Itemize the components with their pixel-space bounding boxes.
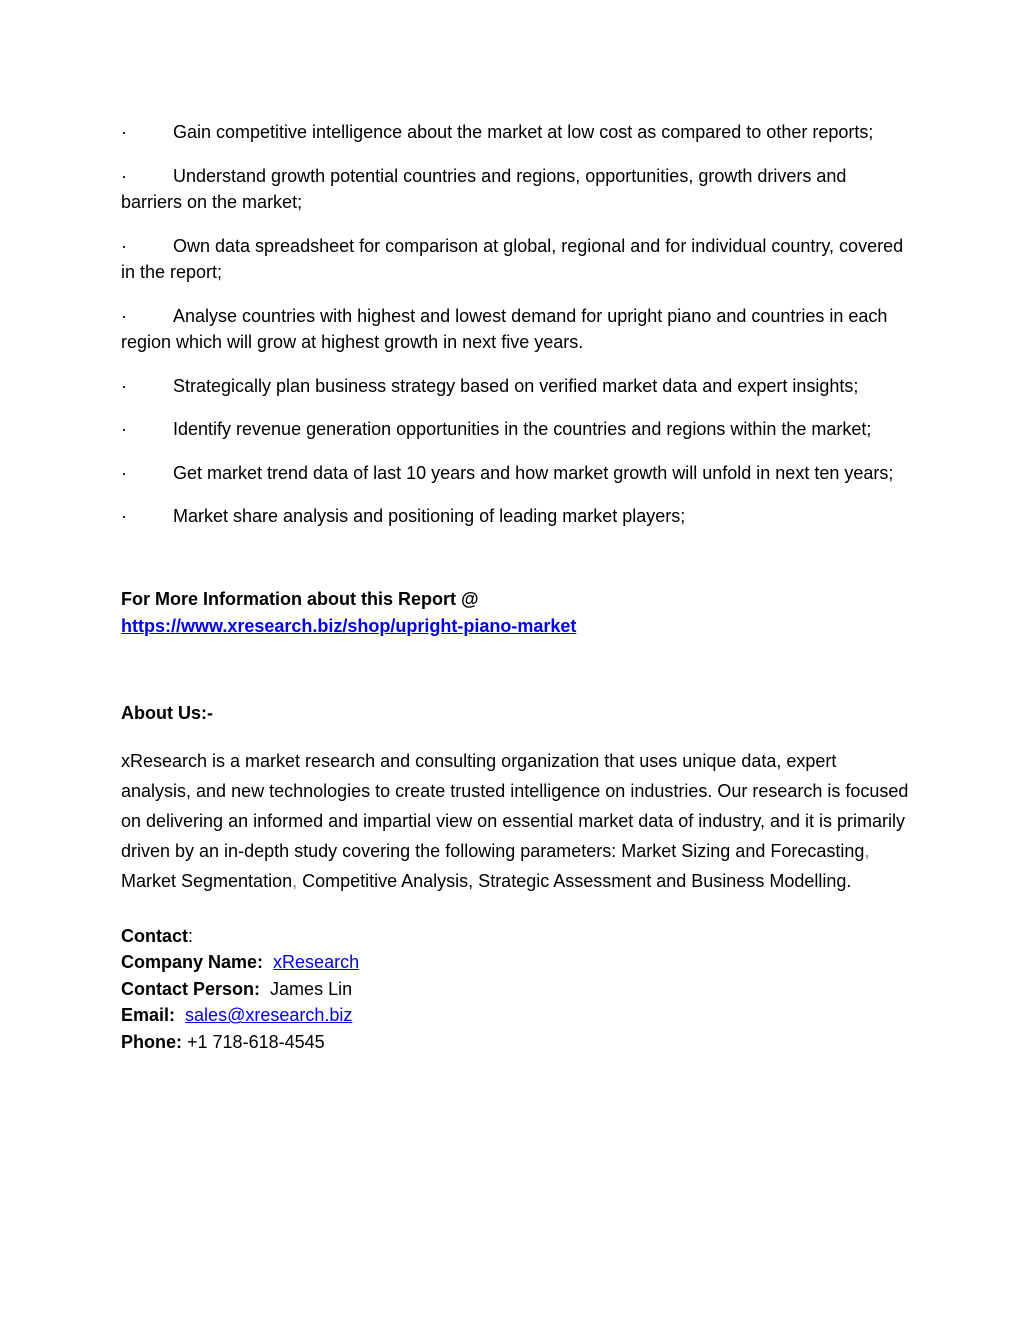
more-info-section [121,586,911,640]
list-item-text: Strategically plan business strategy based on verified market data and expert insights; [173,375,859,396]
list-item-text: Understand growth potential countries and regions, opportunities, growth drivers and barriers on the market; [121,165,847,212]
bullet-marker: · [121,419,127,439]
contact-heading: Contact [121,925,188,946]
about-paragraph [121,746,911,897]
list-item [121,503,911,530]
list-item [121,303,911,356]
person-line [121,976,911,1003]
person-value: James Lin [270,978,353,999]
report-link[interactable]: https://www.xresearch.biz/shop/upright-piano-market [121,615,577,636]
list-item-text: Gain competitive intelligence about the market at low cost as compared to other reports; [173,122,874,142]
person-label: Contact Person: [121,978,261,999]
email-label: Email: [121,1005,176,1026]
bullet-marker: · [121,375,127,396]
list-item [121,373,911,400]
phone-label: Phone: [121,1031,182,1052]
contact-heading-colon: : [188,925,194,946]
bullet-marker: · [121,165,127,186]
list-item-text: Get market trend data of last 10 years and how market growth will unfold in next ten years; [173,462,894,483]
bullet-marker: · [121,305,127,326]
bullet-marker: · [121,462,127,483]
phone-value: +1 718-618-4545 [187,1031,325,1052]
list-item-text: Market share analysis and positioning of leading market players; [173,506,686,526]
about-text-part1: xResearch is a market research and consulting organization that uses unique data, expert analysis, and new technologies to create trusted intelligence on industries. Our research is focused on delivering an informed and impartial view on essential market data of industry, and it is primarily driven by an in-depth study covering the following parameters: Market Sizing and Forecasting [121,750,909,862]
list-item [121,163,911,216]
about-separator: , [292,871,298,892]
list-item [121,460,911,487]
contact-section [121,923,911,1056]
bullet-marker: · [121,122,127,142]
contact-heading-line [121,923,911,950]
company-line [121,949,911,976]
about-heading: About Us:- [121,702,213,723]
document-page [121,119,911,1055]
email-line [121,1002,911,1029]
list-item [121,119,911,146]
about-text-part2: Market Segmentation [121,871,293,892]
about-separator: , [864,841,870,862]
company-label: Company Name: [121,952,264,973]
phone-line [121,1029,911,1056]
about-text-part3: Competitive Analysis, Strategic Assessment and Business Modelling. [297,871,852,892]
list-item-text: Own data spreadsheet for comparison at global, regional and for individual country, covered in the report; [121,235,904,282]
benefits-list [121,119,911,530]
more-info-label: For More Information about this Report @ [121,588,479,609]
company-link[interactable]: xResearch [273,952,360,973]
bullet-marker: · [121,235,127,256]
email-link[interactable]: sales@xresearch.biz [185,1005,353,1026]
list-item-text: Analyse countries with highest and lowest demand for upright piano and countries in each region which will grow at highest growth in next five years. [121,305,888,352]
list-item [121,416,911,443]
list-item-text: Identify revenue generation opportunities in the countries and regions within the market; [173,419,872,439]
list-item [121,233,911,286]
bullet-marker: · [121,506,127,526]
